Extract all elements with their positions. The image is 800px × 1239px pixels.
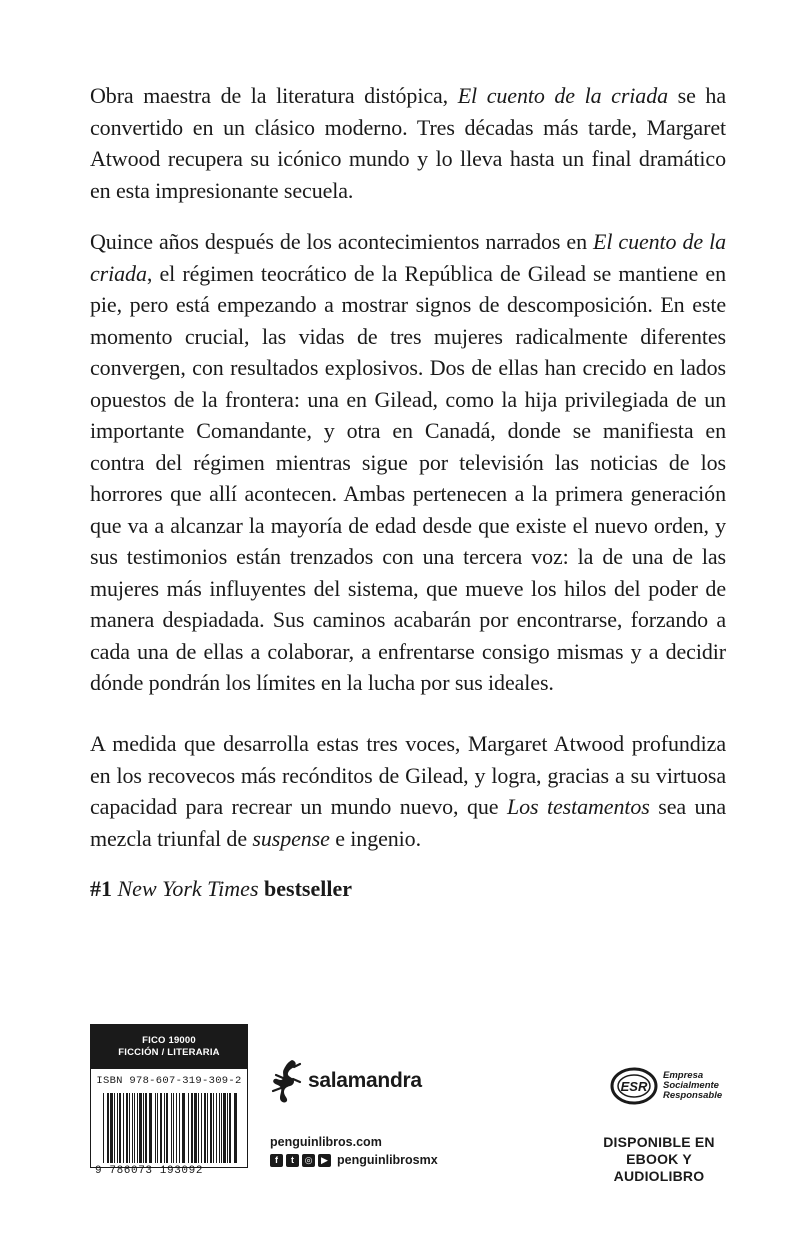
publisher-logo: [270, 1058, 422, 1104]
availability-note: DISPONIBLE EN EBOOK Y AUDIOLIBRO: [603, 1134, 715, 1184]
barcode-bar: [155, 1093, 156, 1163]
barcode-bar: [191, 1093, 193, 1163]
category-header: [91, 1025, 247, 1069]
barcode-bar: [207, 1093, 208, 1163]
newspaper-name: New York Times: [117, 876, 259, 901]
instagram-icon[interactable]: ◎: [302, 1154, 315, 1167]
barcode-bar: [219, 1093, 220, 1163]
barcode-bar: [201, 1093, 202, 1163]
fico-code: FICO 19000: [142, 1035, 196, 1046]
esr-mark: ESR: [620, 1079, 648, 1094]
barcode-bar: [173, 1093, 174, 1163]
barcode-bar: [166, 1093, 168, 1163]
barcode-bar: [198, 1093, 199, 1163]
barcode-bar: [227, 1093, 228, 1163]
barcode-bar: [149, 1093, 152, 1163]
isbn-label: ISBN 978-607-319-309-2: [96, 1075, 242, 1087]
barcode-bar: [114, 1093, 115, 1163]
barcode-bar: [164, 1093, 165, 1163]
synopsis-paragraph-3: [90, 728, 726, 854]
esr-logo: [610, 1066, 658, 1106]
salamander-icon: [270, 1058, 304, 1104]
barcode-bar: [229, 1093, 231, 1163]
barcode-bar: [110, 1093, 113, 1163]
synopsis-text: sea una mezcla triunfal de: [90, 794, 727, 851]
barcode: [103, 1093, 239, 1163]
social-links: [270, 1153, 438, 1167]
barcode-bar: [179, 1093, 180, 1163]
bestseller-line: #1 New York Times bestseller: [90, 876, 352, 901]
barcode-bar: [234, 1093, 237, 1163]
barcode-bar: [194, 1093, 197, 1163]
barcode-bar: [132, 1093, 133, 1163]
barcode-bar: [213, 1093, 214, 1163]
barcode-bar: [126, 1093, 128, 1163]
barcode-bar: [210, 1093, 212, 1163]
barcode-bar: [188, 1093, 189, 1163]
barcode-bar: [134, 1093, 135, 1163]
youtube-icon[interactable]: ▶: [318, 1154, 331, 1167]
category-label: FICCIÓN / LITERARIA: [118, 1047, 220, 1058]
barcode-bar: [123, 1093, 124, 1163]
twitter-icon[interactable]: t: [286, 1154, 299, 1167]
barcode-bar: [139, 1093, 142, 1163]
barcode-bar: [171, 1093, 172, 1163]
facebook-icon[interactable]: f: [270, 1154, 283, 1167]
book-title-reference: Los testamentos: [506, 794, 650, 819]
barcode-bar: [216, 1093, 217, 1163]
synopsis-paragraph-1: [90, 80, 726, 206]
barcode-bar: [107, 1093, 109, 1163]
esr-text: Empresa Socialmente Responsable: [663, 1070, 723, 1101]
barcode-bar: [221, 1093, 222, 1163]
synopsis-text: Quince años después de los acontecimientos narrados en: [90, 229, 594, 254]
barcode-bar: [129, 1093, 130, 1163]
synopsis-text: e ingenio.: [329, 825, 421, 851]
barcode-bar: [160, 1093, 162, 1163]
barcode-bar: [176, 1093, 177, 1163]
barcode-bar: [223, 1093, 226, 1163]
barcode-bar: [119, 1093, 121, 1163]
barcode-bar: [103, 1093, 104, 1163]
barcode-bar: [204, 1093, 206, 1163]
italic-term: suspense: [252, 825, 330, 851]
synopsis-text: , el régimen teocrático de la República de Gilead se mantiene en pie, pero está empezando a mostrar signos de descomposición. En este momento crucial, las vidas de tres mujeres radicalmente diferentes convergen, con resultados explosivos. Dos de ellas han crecido en lados opuestos de la frontera: una en Gilead, como la hija privilegiada de un importante Comandante, y otra en Canadá, donde se manifiesta en contra del régimen mientras sigue por televisión las noticias de los horrores que allí acontecen. Ambas pertenecen a la primera generación que va a alcanzar la mayoría de edad desde que existe el nuevo orden, y sus testimonios están trenzados con una tercera voz: la de una de las mujeres más influyentes del sistema, que mueve los hilos del poder de manera despiadada. Sus caminos acabarán por encontrarse, forzando a cada una de ellas a colaborar, a enfrentarse consigo mismas y a decidir dónde pondrán los límites en la lucha por sus ideales.: [90, 260, 726, 695]
synopsis-text: A medida que desarrolla estas tres voces, Margaret Atwood profundiza en los recovecos más recónditos de Gilead, y logra, gracias a su virtuosa capacidad para recrear un mundo nuevo, que: [90, 731, 726, 819]
barcode-bar: [157, 1093, 158, 1163]
barcode-bar: [182, 1093, 185, 1163]
synopsis-text: Obra maestra de la literatura distópica,: [90, 83, 458, 108]
social-handle[interactable]: penguinlibrosmx: [337, 1153, 438, 1167]
barcode-bar: [117, 1093, 118, 1163]
synopsis-paragraph-2: [90, 226, 726, 699]
barcode-bar: [143, 1093, 144, 1163]
barcode-digits: 9 786073 193092: [95, 1165, 204, 1177]
esr-badge: [610, 1066, 722, 1106]
barcode-bar: [137, 1093, 138, 1163]
barcode-bar: [145, 1093, 147, 1163]
book-title-reference: El cuento de la criada: [90, 229, 726, 286]
publisher-name: salamandra: [308, 1069, 422, 1092]
book-title-reference: El cuento de la criada: [457, 83, 669, 108]
synopsis-text: se ha convertido en un clásico moderno. Tres décadas más tarde, Margaret Atwood recupera su icónico mundo y lo lleva hasta un final dramático en esta impresionante secuela.: [90, 83, 726, 203]
barcode-box: [90, 1024, 248, 1177]
website-link[interactable]: penguinlibros.com: [270, 1135, 382, 1149]
